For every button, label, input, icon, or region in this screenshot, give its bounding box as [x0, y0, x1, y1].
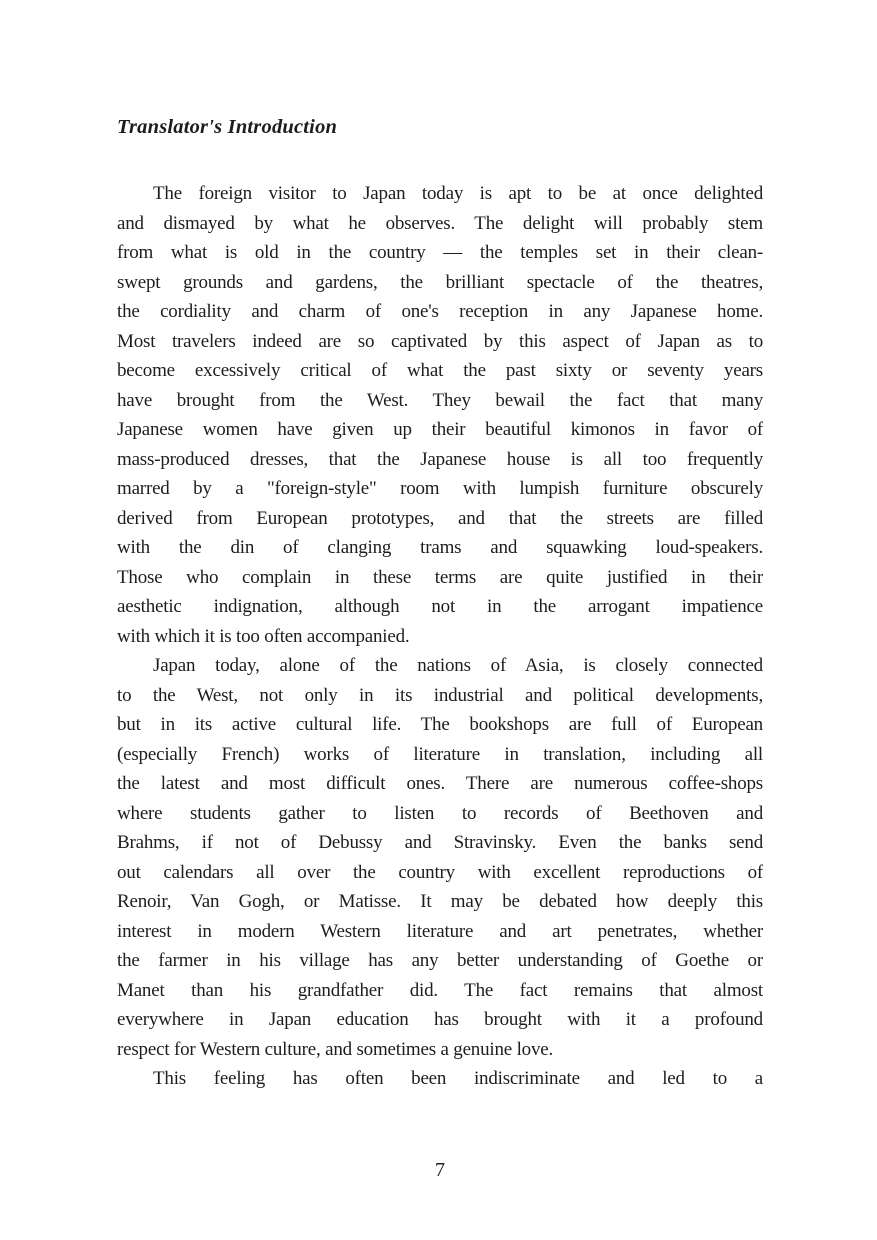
text-line: Brahms, if not of Debussy and Stravinsky. Even the banks send [117, 832, 763, 853]
text-line: Those who complain in these terms are quite justified in their [117, 566, 763, 588]
text-line: (especially French) works of literature in translation, including all [117, 743, 763, 765]
text-line: derived from European prototypes, and that the streets are filled [117, 507, 763, 529]
text-line: aesthetic indignation, although not in the arrogant impatience [117, 596, 763, 617]
text-line: respect for Western culture, and sometimes a genuine love. [117, 1038, 554, 1060]
text-block [117, 112, 763, 1094]
text-line: with the din of clanging trams and squawking loud-speakers. [117, 537, 763, 558]
text-line: everywhere in Japan education has brought with it a profound [117, 1009, 763, 1030]
paragraphs-container [117, 179, 763, 1094]
text-line: Renoir, Van Gogh, or Matisse. It may be debated how deeply this [117, 891, 763, 912]
text-line: and dismayed by what he observes. The delight will probably stem [117, 212, 763, 234]
text-line: Japan today, alone of the nations of Asia, is closely connected [153, 655, 763, 676]
text-line: Manet than his grandfather did. The fact remains that almost [117, 979, 763, 1001]
text-line: but in its active cultural life. The bookshops are full of European [117, 714, 763, 735]
text-line: swept grounds and gardens, the brilliant spectacle of the theatres, [117, 271, 763, 293]
text-line: This feeling has often been indiscriminate and led to a [153, 1068, 763, 1089]
text-line: Japanese women have given up their beautiful kimonos in favor of [117, 419, 763, 440]
text-line: with which it is too often accompanied. [117, 625, 410, 647]
section-heading: Translator's Introduction [117, 116, 338, 138]
text-line: the latest and most difficult ones. There are numerous coffee-shops [117, 773, 763, 794]
text-line: interest in modern Western literature and art penetrates, whether [117, 920, 763, 942]
text-line: where students gather to listen to records of Beethoven and [117, 802, 763, 824]
text-line: mass-produced dresses, that the Japanese house is all too frequently [117, 448, 763, 470]
paragraph [117, 651, 763, 1064]
text-line: the farmer in his village has any better understanding of Goethe or [117, 950, 763, 971]
paragraph [117, 179, 763, 651]
text-line: marred by a "foreign-style" room with lumpish furniture obscurely [117, 478, 763, 499]
text-line: from what is old in the country — the temples set in their clean- [117, 242, 763, 263]
text-line: the cordiality and charm of one's reception in any Japanese home. [117, 301, 763, 322]
text-line: to the West, not only in its industrial and political developments, [117, 684, 763, 706]
page-number: 7 [435, 1159, 445, 1181]
text-line: The foreign visitor to Japan today is apt to be at once delighted [153, 183, 763, 204]
paragraph [117, 1064, 763, 1094]
text-line: become excessively critical of what the past sixty or seventy years [117, 360, 763, 381]
text-line: out calendars all over the country with excellent reproductions of [117, 861, 763, 883]
text-line: have brought from the West. They bewail the fact that many [117, 389, 763, 411]
text-line: Most travelers indeed are so captivated by this aspect of Japan as to [117, 330, 763, 352]
